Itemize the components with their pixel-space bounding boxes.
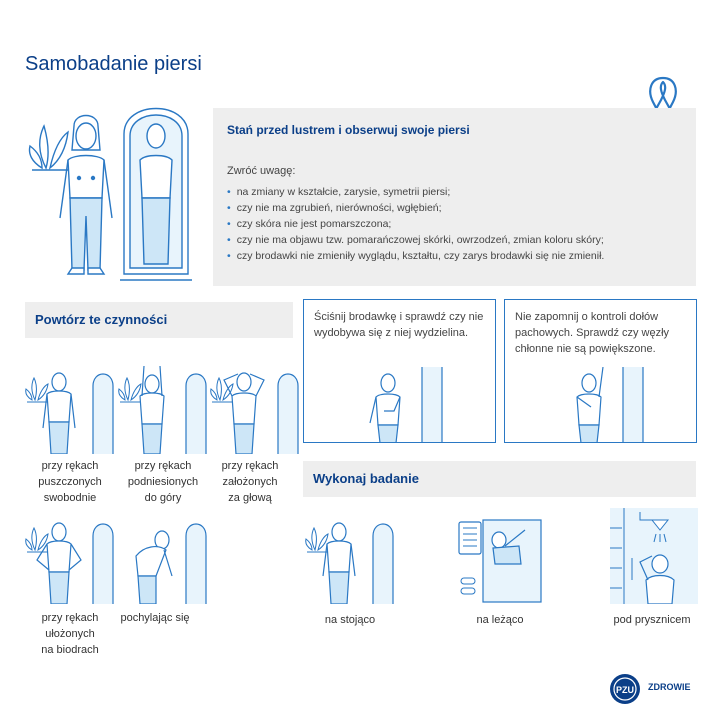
plant-icon bbox=[30, 126, 69, 170]
figure-leaning-forward bbox=[118, 516, 208, 604]
figure-armpit-check bbox=[555, 367, 645, 443]
caption-shower: pod prysznicem bbox=[613, 614, 691, 626]
exam-section-header bbox=[303, 461, 696, 497]
figure-arms-up bbox=[118, 366, 208, 454]
bullet-icon: • bbox=[227, 234, 231, 246]
figure-standing bbox=[305, 516, 395, 604]
caption-lying: na leżąco bbox=[476, 614, 524, 626]
tip-nipple-text: Ściśnij brodawkę i sprawdź czy nie wydobywa się z niej wydzielina. bbox=[314, 311, 484, 339]
figure-nipple-check bbox=[354, 367, 444, 443]
caption-arms-down: przy rękach puszczonych swobodnie bbox=[38, 460, 102, 504]
caption-arms-up: przy rękach podniesionych do góry bbox=[127, 460, 199, 504]
repeat-section-header bbox=[25, 302, 293, 338]
tip-box-nipple bbox=[303, 299, 496, 443]
bed-icon bbox=[455, 516, 545, 604]
shower-icon bbox=[610, 508, 698, 604]
list-item: • czy nie ma zgrubień, nierówności, wgłębień; bbox=[227, 202, 442, 214]
pzu-zdrowie-logo bbox=[608, 672, 704, 706]
tip-armpit-text: Nie zapomnij o kontroli dołów pachowych. Sprawdź czy węzły chłonne nie są powiększone. bbox=[515, 311, 670, 355]
intro-bullet-list bbox=[227, 184, 604, 264]
woman-figure-icon bbox=[60, 116, 112, 275]
repeat-heading: Powtórz te czynności bbox=[35, 312, 168, 327]
bullet-icon: • bbox=[227, 218, 231, 230]
tip-box-armpit bbox=[504, 299, 697, 443]
caption-standing: na stojąco bbox=[324, 614, 376, 626]
figure-hands-on-hips bbox=[25, 516, 115, 604]
figure-hands-behind-head bbox=[210, 366, 300, 454]
intro-heading: Stań przed lustrem i obserwuj swoje piersi bbox=[227, 123, 470, 137]
logo-mark: PZU bbox=[616, 685, 634, 695]
mirror-icon bbox=[120, 109, 192, 281]
intro-lead: Zwróć uwagę: bbox=[227, 165, 296, 177]
caption-leaning-forward: pochylając się bbox=[120, 612, 190, 624]
intro-illustration bbox=[28, 98, 198, 288]
pzu-logo-icon bbox=[608, 672, 642, 706]
bullet-icon: • bbox=[227, 202, 231, 214]
bullet-icon: • bbox=[227, 250, 231, 262]
list-item: • na zmiany w kształcie, zarysie, symetrii piersi; bbox=[227, 186, 451, 198]
logo-text: ZDROWIE bbox=[648, 682, 691, 692]
intro-panel bbox=[213, 108, 696, 286]
list-item: • czy brodawki nie zmieniły wyglądu, kształtu, czy zarys brodawki się nie zmienił. bbox=[227, 250, 605, 262]
caption-hands-behind-head: przy rękach założonych za głową bbox=[221, 460, 279, 504]
exam-heading: Wykonaj badanie bbox=[313, 471, 419, 486]
caption-hands-on-hips: przy rękach ułożonych na biodrach bbox=[41, 612, 99, 656]
figure-arms-down bbox=[25, 366, 115, 454]
bullet-icon: • bbox=[227, 186, 231, 198]
list-item: • czy nie ma objawu tzw. pomarańczowej skórki, owrzodzeń, zmian koloru skóry; bbox=[227, 234, 604, 246]
page-title: Samobadanie piersi bbox=[25, 53, 202, 75]
list-item: • czy skóra nie jest pomarszczona; bbox=[227, 218, 392, 230]
